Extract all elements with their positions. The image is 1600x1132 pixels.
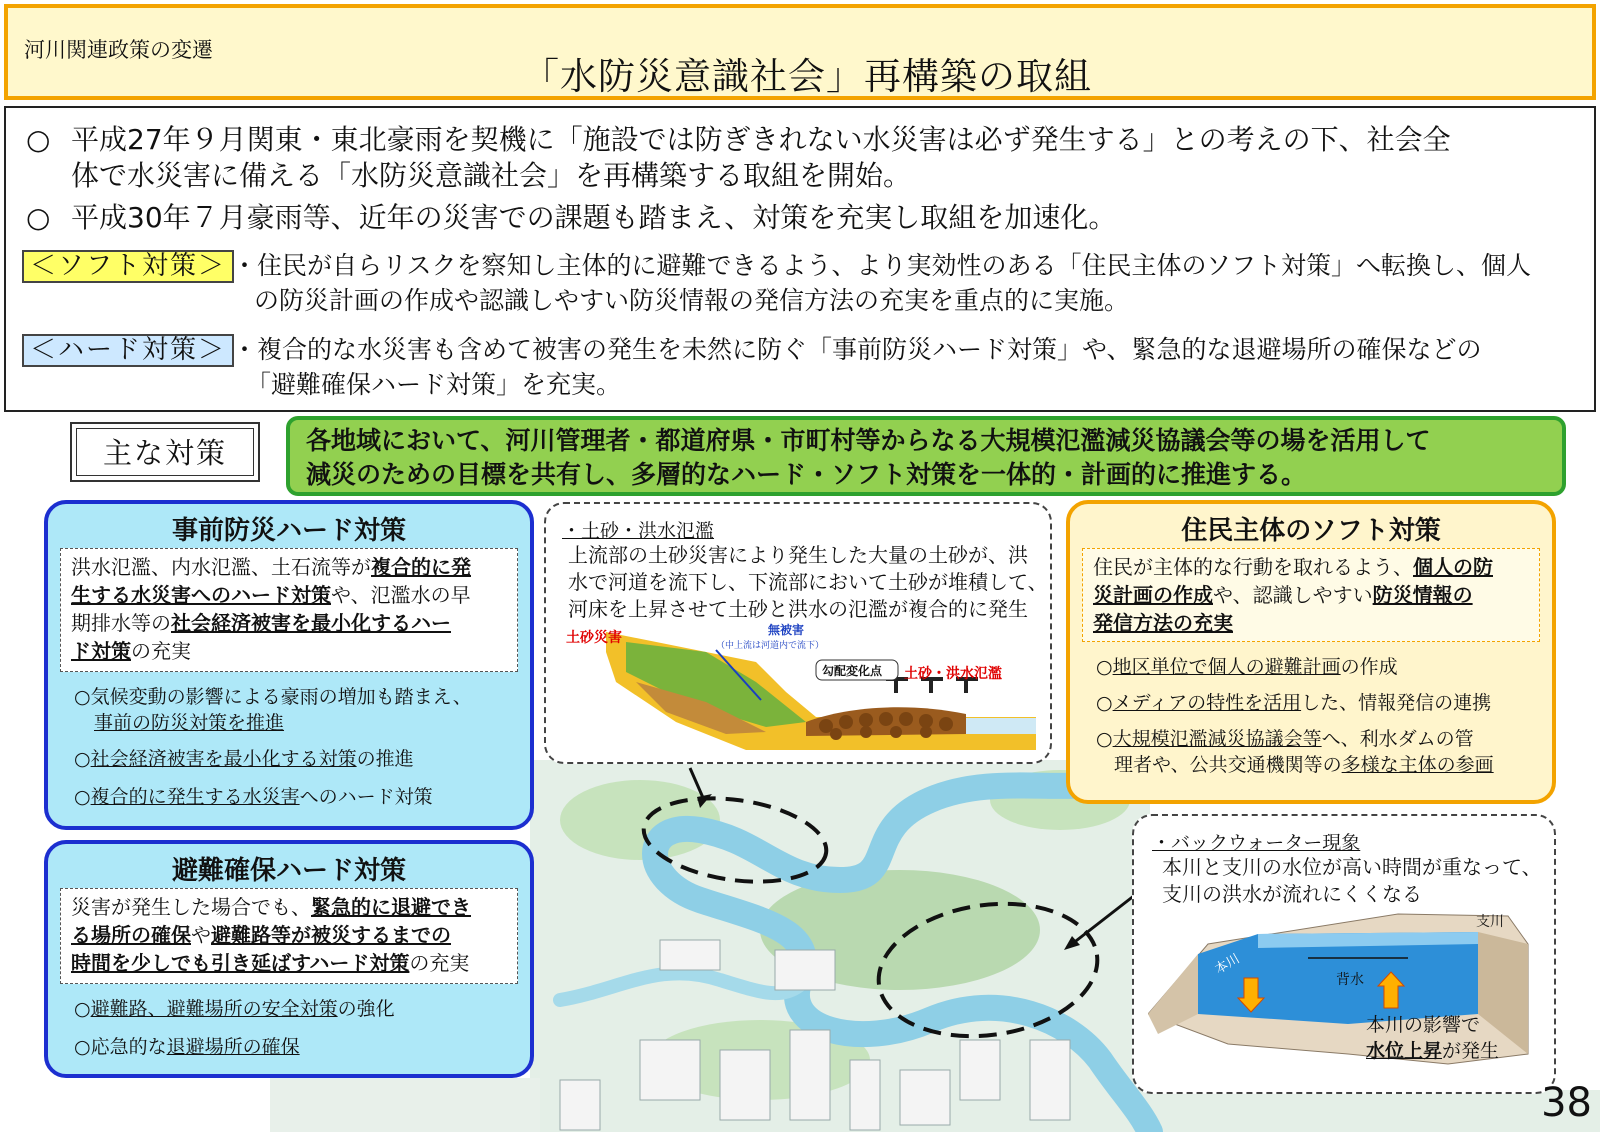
banner-line-1: 各地域において、河川管理者・都道府県・市町村等からなる大規模氾濫減災協議会等の場を活用して <box>306 426 1431 455</box>
list-item <box>74 996 395 1022</box>
item-mark: ○ <box>74 998 91 1020</box>
item-mark: ○ <box>1096 692 1113 714</box>
note-line: 本川の影響で <box>1366 1014 1481 1036</box>
item-text: へのハード対策 <box>299 786 433 808</box>
main-measures-label <box>70 422 260 482</box>
item-emphasis: 事前の防災対策を推進 <box>94 712 285 734</box>
summary-emphasis: 時間を少しでも引き延ばすハード対策 <box>71 951 410 975</box>
panel-title: 住民主体のソフト対策 <box>1181 516 1441 546</box>
item-emphasis: 複合的に発生する水災害 <box>90 786 300 808</box>
description-line: 上流部の土砂災害により発生した大量の土砂が、洪 <box>568 543 1028 567</box>
intro-bullet-2 <box>26 200 1116 236</box>
description-line: 河床を上昇させて土砂と洪水の氾濫が複合的に発生 <box>568 597 1028 621</box>
soft-line-1: ・住民が自らリスクを察知し主体的に避難できるよう、より実効性のある「住民主体のソフト対策」へ転換し、個人 <box>232 251 1532 280</box>
summary-text: 洪水氾濫、内水氾濫、土石流等が <box>71 555 371 579</box>
soft-measures-tag: ＜ソフト対策＞ <box>22 250 234 283</box>
summary-emphasis: 防災情報の <box>1372 583 1473 607</box>
item-emphasis: 多様な主体の参画 <box>1341 754 1494 776</box>
note-line <box>1366 1038 1499 1064</box>
panel-summary-box <box>60 548 518 672</box>
item-emphasis: 社会経済被害を最小化する対策 <box>90 748 357 770</box>
figure-label-main-river: 本川 <box>1212 950 1243 977</box>
intro-bullet-1 <box>26 122 1451 158</box>
page-title: 「水防災意識社会」再構築の取組 <box>522 55 1092 98</box>
main-measures-banner <box>286 416 1566 496</box>
panel-summary-box <box>60 888 518 984</box>
description-line: 支川の洪水が流れにくくなる <box>1162 882 1422 906</box>
item-text: の推進 <box>356 748 414 770</box>
item-mark: ○ <box>74 748 91 770</box>
figure-label-backwater: 背水 <box>1336 971 1364 987</box>
list-item <box>74 746 414 772</box>
section-category: 河川関連政策の変遷 <box>24 38 213 62</box>
list-item <box>1096 726 1474 752</box>
hard-line-2: 「避難確保ハード対策」を充実。 <box>246 370 622 399</box>
soft-line-2: の防災計画の作成や認識しやすい防災情報の発信方法の充実を重点的に実施。 <box>254 286 1130 315</box>
item-emphasis: 退避場所の確保 <box>166 1036 300 1058</box>
item-text: の作成 <box>1340 656 1398 678</box>
figure-label-tributary: 支川 <box>1476 913 1504 929</box>
summary-text: や、氾濫水の早 <box>331 583 471 607</box>
intro-box <box>4 106 1596 412</box>
item-text: の強化 <box>337 998 395 1020</box>
figure-label-no-damage: 無被害 <box>768 623 805 637</box>
callout-label-text: ・バックウォーター現象 <box>1152 832 1361 854</box>
callout-description <box>568 542 1048 623</box>
item-mark: ○ <box>1096 656 1113 678</box>
list-item <box>1096 690 1491 716</box>
description-line: 本川と支川の水位が高い時間が重なって、 <box>1162 855 1542 879</box>
summary-emphasis: 緊急的に退避でき <box>311 895 471 919</box>
callout-label-text: ・土砂・洪水氾濫 <box>562 520 715 542</box>
sediment-flood-diagram <box>566 622 1036 754</box>
summary-text: や <box>191 923 211 947</box>
list-item-continued <box>1114 752 1494 778</box>
figure-label-sediment-flood: 土砂・洪水氾濫 <box>904 665 1002 681</box>
bullet-1-line-2: 体で水災害に備える「水防災意識社会」を再構築する取組を開始。 <box>71 159 912 192</box>
summary-emphasis: ド対策 <box>71 639 131 663</box>
item-emphasis: 地区単位で個人の避難計画 <box>1112 656 1341 678</box>
panel-summary-box <box>1082 548 1540 642</box>
bullet-mark: ○ <box>26 123 51 156</box>
item-text: 理者や、公共交通機関等の <box>1114 754 1342 776</box>
title-header <box>4 4 1596 100</box>
description-line: 水で河道を流下し、下流部において土砂が堆積して、 <box>568 570 1048 594</box>
summary-text: の充実 <box>409 951 470 975</box>
summary-emphasis: 社会経済被害を最小化するハー <box>171 611 451 635</box>
summary-text: や、認識しやすい <box>1213 583 1373 607</box>
list-item-continued <box>94 710 284 736</box>
item-mark: ○ <box>1096 728 1113 750</box>
note-emphasis: 水位上昇 <box>1366 1040 1443 1062</box>
summary-text: 住民が主体的な行動を取れるよう、 <box>1093 555 1413 579</box>
sediment-flood-callout <box>544 502 1052 764</box>
item-emphasis: 大規模氾濫減災協議会等 <box>1112 728 1322 750</box>
figure-label-landslide: 土砂災害 <box>566 629 622 645</box>
summary-text: の充実 <box>131 639 191 663</box>
banner-line-2: 減災のための目標を共有し、多層的なハード・ソフト対策を一体的・計画的に推進する。 <box>306 460 1307 489</box>
evacuation-hard-panel <box>44 840 534 1078</box>
callout-label <box>562 516 714 543</box>
item-mark: ○ <box>74 786 91 808</box>
summary-emphasis: る場所の確保 <box>71 923 191 947</box>
summary-emphasis: 個人の防 <box>1413 555 1493 579</box>
item-text: ○応急的な <box>74 1036 167 1058</box>
summary-text: 災害が発生した場合でも、 <box>71 895 311 919</box>
callout-description <box>1162 854 1542 908</box>
summary-text: 期排水等の <box>71 611 171 635</box>
resident-soft-panel <box>1066 500 1556 804</box>
main-measures-label-text: 主な対策 <box>76 428 254 476</box>
panel-title: 避難確保ハード対策 <box>171 856 406 886</box>
summary-emphasis: 複合的に発 <box>371 555 471 579</box>
item-text: した、情報発信の連携 <box>1301 692 1492 714</box>
bullet-1-line-1: 平成27年９月関東・東北豪雨を契機に「施設では防ぎきれない水災害は必ず発生する」との考えの下、社会全 <box>71 123 1451 156</box>
item-emphasis: 避難路、避難場所の安全対策 <box>90 998 338 1020</box>
figure-label-gradient: 勾配変化点 <box>822 664 883 678</box>
hard-line-1: ・複合的な水災害も含めて被害の発生を未然に防ぐ「事前防災ハード対策」や、緊急的な退避場所の確保などの <box>232 335 1482 364</box>
summary-emphasis: 避難路等が被災するまでの <box>211 923 451 947</box>
panel-title: 事前防災ハード対策 <box>171 516 406 546</box>
figure-label-no-damage-note: （中上流は河道内で流下） <box>716 640 825 650</box>
summary-emphasis: 発信方法の充実 <box>1093 611 1233 635</box>
hard-measures-tag: ＜ハード対策＞ <box>22 334 234 367</box>
list-item <box>1096 654 1398 680</box>
list-item: ○気候変動の影響による豪雨の増加も踏まえ、 <box>74 686 472 708</box>
page-number: 38 <box>1541 1080 1592 1126</box>
item-emphasis: メディアの特性を活用 <box>1112 692 1302 714</box>
backwater-callout <box>1132 814 1556 1094</box>
callout-label <box>1152 828 1360 855</box>
list-item <box>74 1034 300 1060</box>
summary-emphasis: 災計画の作成 <box>1093 583 1213 607</box>
summary-emphasis: 生する水災害へのハード対策 <box>71 583 331 607</box>
bullet-2-text: 平成30年７月豪雨等、近年の災害での課題も踏まえ、対策を充実し取組を加速化。 <box>71 201 1117 234</box>
pre-disaster-hard-panel <box>44 500 534 830</box>
note-text: が発生 <box>1442 1040 1500 1062</box>
list-item <box>74 784 433 810</box>
bullet-mark: ○ <box>26 201 51 234</box>
item-text: へ、利水ダムの管 <box>1321 728 1474 750</box>
